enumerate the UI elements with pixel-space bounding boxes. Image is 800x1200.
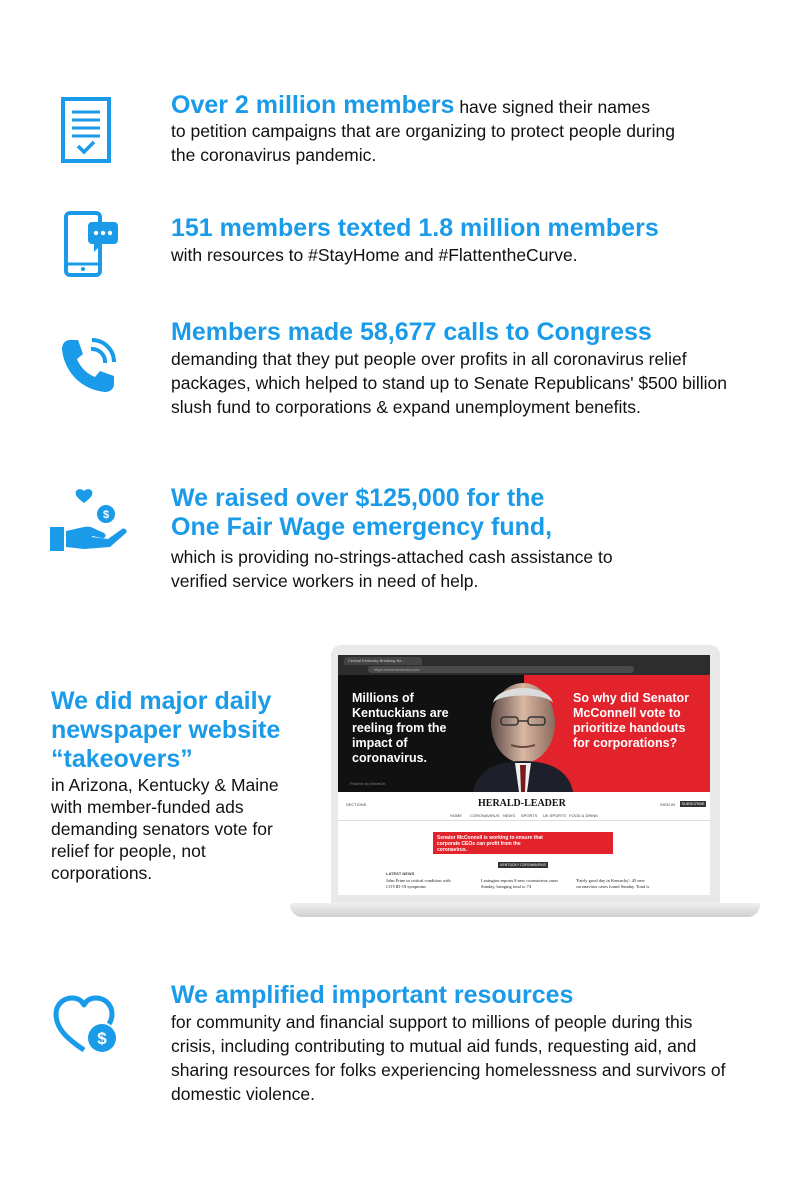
petitions-highlight: Over 2 million members (171, 91, 455, 119)
kentucky-coronavirus-label: KENTUCKY CORONAVIRUS (498, 862, 548, 868)
petitions-inline-text: have signed their names (459, 97, 650, 117)
ad-left-text: Millions of Kentuckians are reeling from the impact of coronavirus. (352, 691, 449, 765)
subscribe-button[interactable]: SUBSCRIBE (681, 801, 705, 806)
ad-right-text: So why did Senator McConnell vote to prioritize handouts for corporations? (573, 691, 689, 750)
phone-call-icon (56, 334, 120, 403)
masthead-logo[interactable]: HERALD-LEADER (478, 798, 566, 809)
senator-photo (463, 675, 583, 792)
takeovers-body: in Arizona, Kentucky & Maine with member-funded ads demanding senators vote for relief for people, not corporations. (51, 775, 279, 883)
takeover-ad (338, 675, 710, 792)
calls-body: demanding that they put people over profits in all coronavirus relief packages, which helped to stand up to Senate Republicans' $500 billion slush fund to corporations & expand unemployment benefits. (171, 349, 727, 417)
browser-bar (338, 655, 710, 675)
nav-news[interactable]: NEWS (503, 813, 515, 818)
nav-uk-sports[interactable]: UK SPORTS (543, 813, 567, 818)
nav-coronavirus[interactable]: CORONAVIRUS (470, 813, 500, 818)
paid-by: Paid for by MoveOn (350, 781, 386, 786)
banner-text: Senator McConnell is working to ensure that corporate CEOs can profit from the coronavirus. (437, 835, 543, 853)
texting-highlight: 151 members texted 1.8 million members (171, 214, 659, 242)
site-header (338, 792, 710, 821)
fundraising-highlight-line2: One Fair Wage emergency fund, (171, 513, 553, 541)
item-calls (171, 318, 741, 419)
sign-in-link[interactable]: SIGN IN (660, 802, 675, 807)
news-item[interactable]: 'Fairly good day in Kentucky': 45 new coronavirus cases found Sunday. Total is (576, 878, 650, 889)
petition-document-icon (58, 96, 114, 169)
laptop-base (290, 903, 760, 917)
heart-dollar-icon (52, 994, 124, 1061)
resources-highlight: We amplified important resources (171, 981, 574, 1009)
calls-highlight: Members made 58,677 calls to Congress (171, 318, 652, 346)
nav-food-drink[interactable]: FOOD & DRINK (569, 813, 598, 818)
fundraising-body: which is providing no-strings-attached cash assistance to verified service workers in need of help. (171, 547, 613, 591)
svg-text:$: $ (97, 1029, 107, 1048)
nav-home[interactable]: HOME (450, 813, 462, 818)
item-takeovers (51, 687, 313, 884)
fundraising-highlight-line1: We raised over $125,000 for the (171, 484, 545, 512)
resources-body: for community and financial support to millions of people during this crisis, including contributing to mutual aid funds, requesting aid, and sharing resources for folks experiencing homelessness and survivors of domestic violence. (171, 1012, 726, 1104)
latest-news-label: LATEST NEWS (386, 871, 415, 876)
nav-sports[interactable]: SPORTS (521, 813, 538, 818)
banner-ad[interactable] (433, 832, 613, 854)
item-texting (171, 214, 731, 267)
item-fundraising (171, 484, 731, 593)
news-item[interactable]: John Prine in critical condition with COVID-19 symptoms (386, 878, 451, 889)
item-resources (171, 981, 741, 1106)
newspaper-screenshot (338, 655, 710, 895)
browser-tab: Central Kentucky Breaking Ne... (344, 657, 422, 665)
browser-url: https://www.kentucky.com (368, 666, 634, 673)
takeovers-highlight: We did major daily newspaper website “takeovers” (51, 687, 281, 773)
item-petitions (171, 93, 731, 167)
svg-text:$: $ (102, 509, 110, 521)
texting-body: with resources to #StayHome and #FlattentheCurve. (171, 245, 578, 265)
phone-message-icon (62, 210, 122, 285)
hand-donation-icon (48, 487, 130, 560)
sections-menu[interactable]: SECTIONS (346, 802, 367, 807)
petitions-body: to petition campaigns that are organizing to protect people during the coronavirus pandemic. (171, 121, 675, 165)
news-item[interactable]: Lexington reports 8 new coronavirus cases Sunday, bringing total to 74 (481, 878, 559, 889)
